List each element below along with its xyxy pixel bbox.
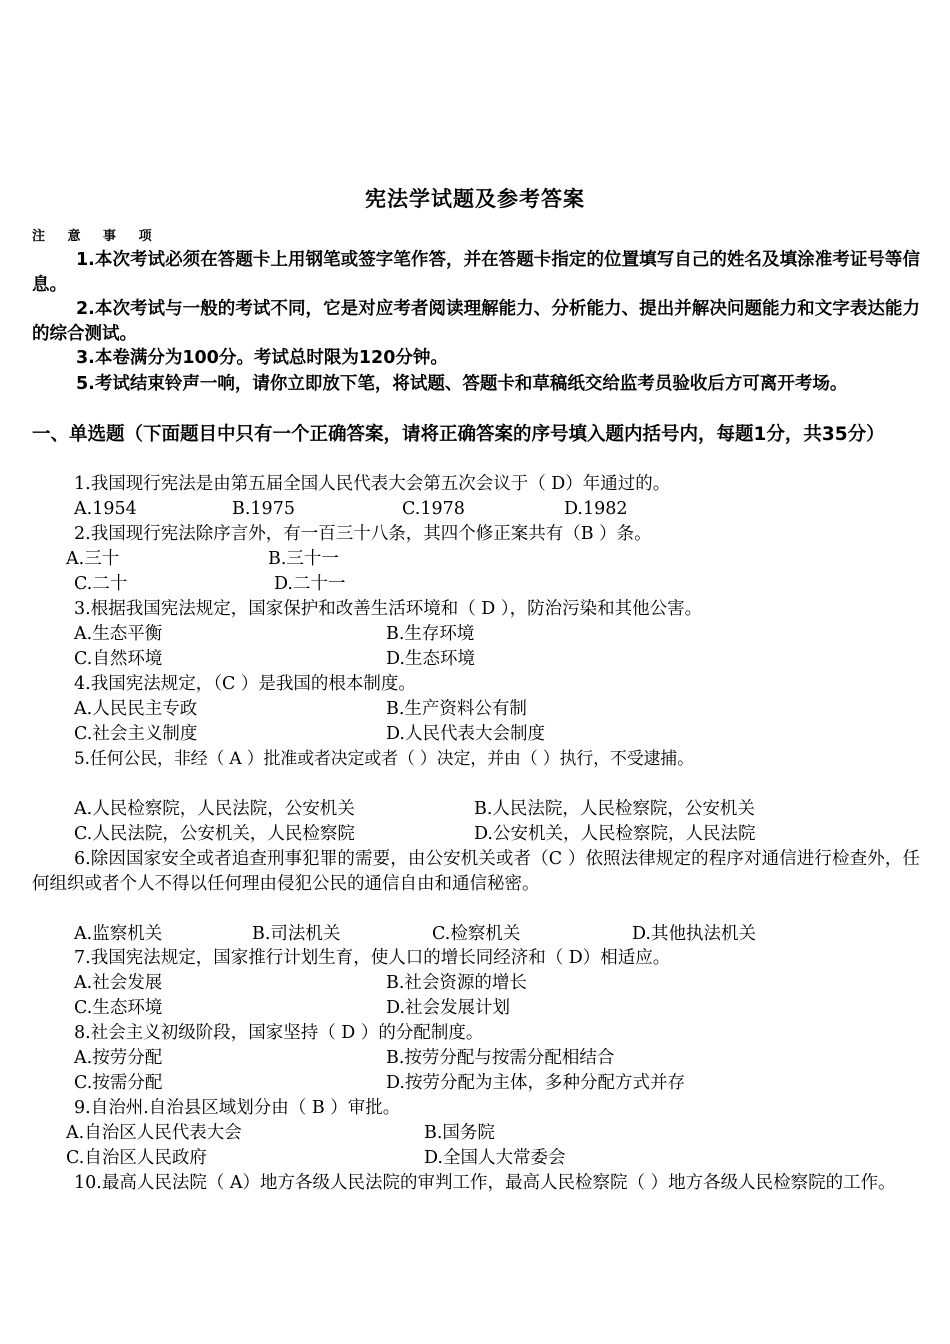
question-option: D.二十一 — [274, 574, 346, 594]
question-option: B.生产资料公有制 — [386, 699, 527, 719]
question-option: D.全国人大常委会 — [424, 1148, 566, 1168]
question-stem: 9.自治州.自治县区域划分由（ B ）审批。 — [74, 1098, 401, 1118]
question-option: A.生态平衡 — [74, 624, 163, 644]
question-option: C.按需分配 — [74, 1073, 163, 1093]
question-option: A.1954 — [74, 499, 137, 519]
question-option: A.社会发展 — [74, 973, 163, 993]
question-stem: 1.我国现行宪法是由第五届全国人民代表大会第五次会议于（ D）年通过的。 — [74, 474, 671, 494]
question-option: D.人民代表大会制度 — [386, 724, 545, 744]
question-stem: 4.我国宪法规定，（C ）是我国的根本制度。 — [74, 674, 416, 694]
question-option: C.检察机关 — [432, 924, 521, 944]
question-option: D.生态环境 — [386, 649, 475, 669]
question-option: B.三十一 — [268, 549, 339, 569]
question-option: C.二十 — [74, 574, 128, 594]
question-option: B.司法机关 — [252, 924, 341, 944]
question-option: B.生存环境 — [386, 624, 475, 644]
note-item: 1.本次考试必须在答题卡上用钢笔或签字笔作答，并在答题卡指定的位置填写自己的姓名及填涂准考证号等信息。 — [32, 250, 920, 295]
question-option: C.1978 — [402, 499, 465, 519]
question-stem: 10.最高人民法院（ A）地方各级人民法院的审判工作，最高人民检察院（ ）地方各级人民检察院的工作。 — [74, 1173, 896, 1193]
question-stem: 8.社会主义初级阶段，国家坚持（ D ）的分配制度。 — [74, 1023, 484, 1043]
question-option: C.自然环境 — [74, 649, 163, 669]
section-heading: 一、单选题（下面题目中只有一个正确答案，请将正确答案的序号填入题内括号内，每题1分，共35分） — [32, 424, 885, 445]
question-option: A.自治区人民代表大会 — [66, 1123, 242, 1143]
question-stem: 6.除因国家安全或者追查刑事犯罪的需要，由公安机关或者（C ）依照法律规定的程序对通信进行检查外，任何组织或者个人不得以任何理由侵犯公民的通信自由和通信秘密。 — [32, 849, 920, 894]
question-stem: 2.我国现行宪法除序言外，有一百三十八条，其四个修正案共有（B ）条。 — [74, 524, 652, 544]
question-option: D.其他执法机关 — [632, 924, 756, 944]
question-option: D.按劳分配为主体，多种分配方式并存 — [386, 1073, 685, 1093]
note-item: 5.考试结束铃声一响，请你立即放下笔，将试题、答题卡和草稿纸交给监考员验收后方可离开考场。 — [76, 374, 848, 394]
page-title: 宪法学试题及参考答案 — [365, 187, 585, 211]
question-option: B.国务院 — [424, 1123, 495, 1143]
question-option: A.按劳分配 — [74, 1048, 163, 1068]
question-option: C.人民法院，公安机关，人民检察院 — [74, 824, 355, 844]
question-option: B.社会资源的增长 — [386, 973, 527, 993]
question-option: B.人民法院，人民检察院，公安机关 — [474, 799, 755, 819]
question-option: A.监察机关 — [74, 924, 163, 944]
question-option: D.社会发展计划 — [386, 998, 510, 1018]
note-item: 2.本次考试与一般的考试不同，它是对应考者阅读理解能力、分析能力、提出并解决问题能力和文字表达能力的综合测试。 — [32, 299, 920, 344]
question-option: D.1982 — [564, 499, 628, 519]
question-option: B.按劳分配与按需分配相结合 — [386, 1048, 615, 1068]
question-option: A.三十 — [66, 549, 120, 569]
question-stem: 3.根据我国宪法规定，国家保护和改善生活环境和（ D ），防治污染和其他公害。 — [74, 599, 703, 619]
question-option: C.社会主义制度 — [74, 724, 198, 744]
question-option: A.人民民主专政 — [74, 699, 198, 719]
question-option: B.1975 — [232, 499, 295, 519]
question-option: D.公安机关，人民检察院，人民法院 — [474, 824, 756, 844]
question-stem: 7.我国宪法规定，国家推行计划生育，使人口的增长同经济和（ D）相适应。 — [74, 948, 671, 968]
notes-heading: 注 意 事 项 — [32, 229, 161, 244]
question-option: A.人民检察院，人民法院，公安机关 — [74, 799, 355, 819]
question-option: C.生态环境 — [74, 998, 163, 1018]
question-stem: 5.任何公民，非经（ A ）批准或者决定或者（ ）决定，并由（ ）执行，不受逮捕。 — [74, 749, 694, 769]
question-option: C.自治区人民政府 — [66, 1148, 207, 1168]
note-item: 3.本卷满分为100分。考试总时限为120分钟。 — [76, 348, 448, 368]
